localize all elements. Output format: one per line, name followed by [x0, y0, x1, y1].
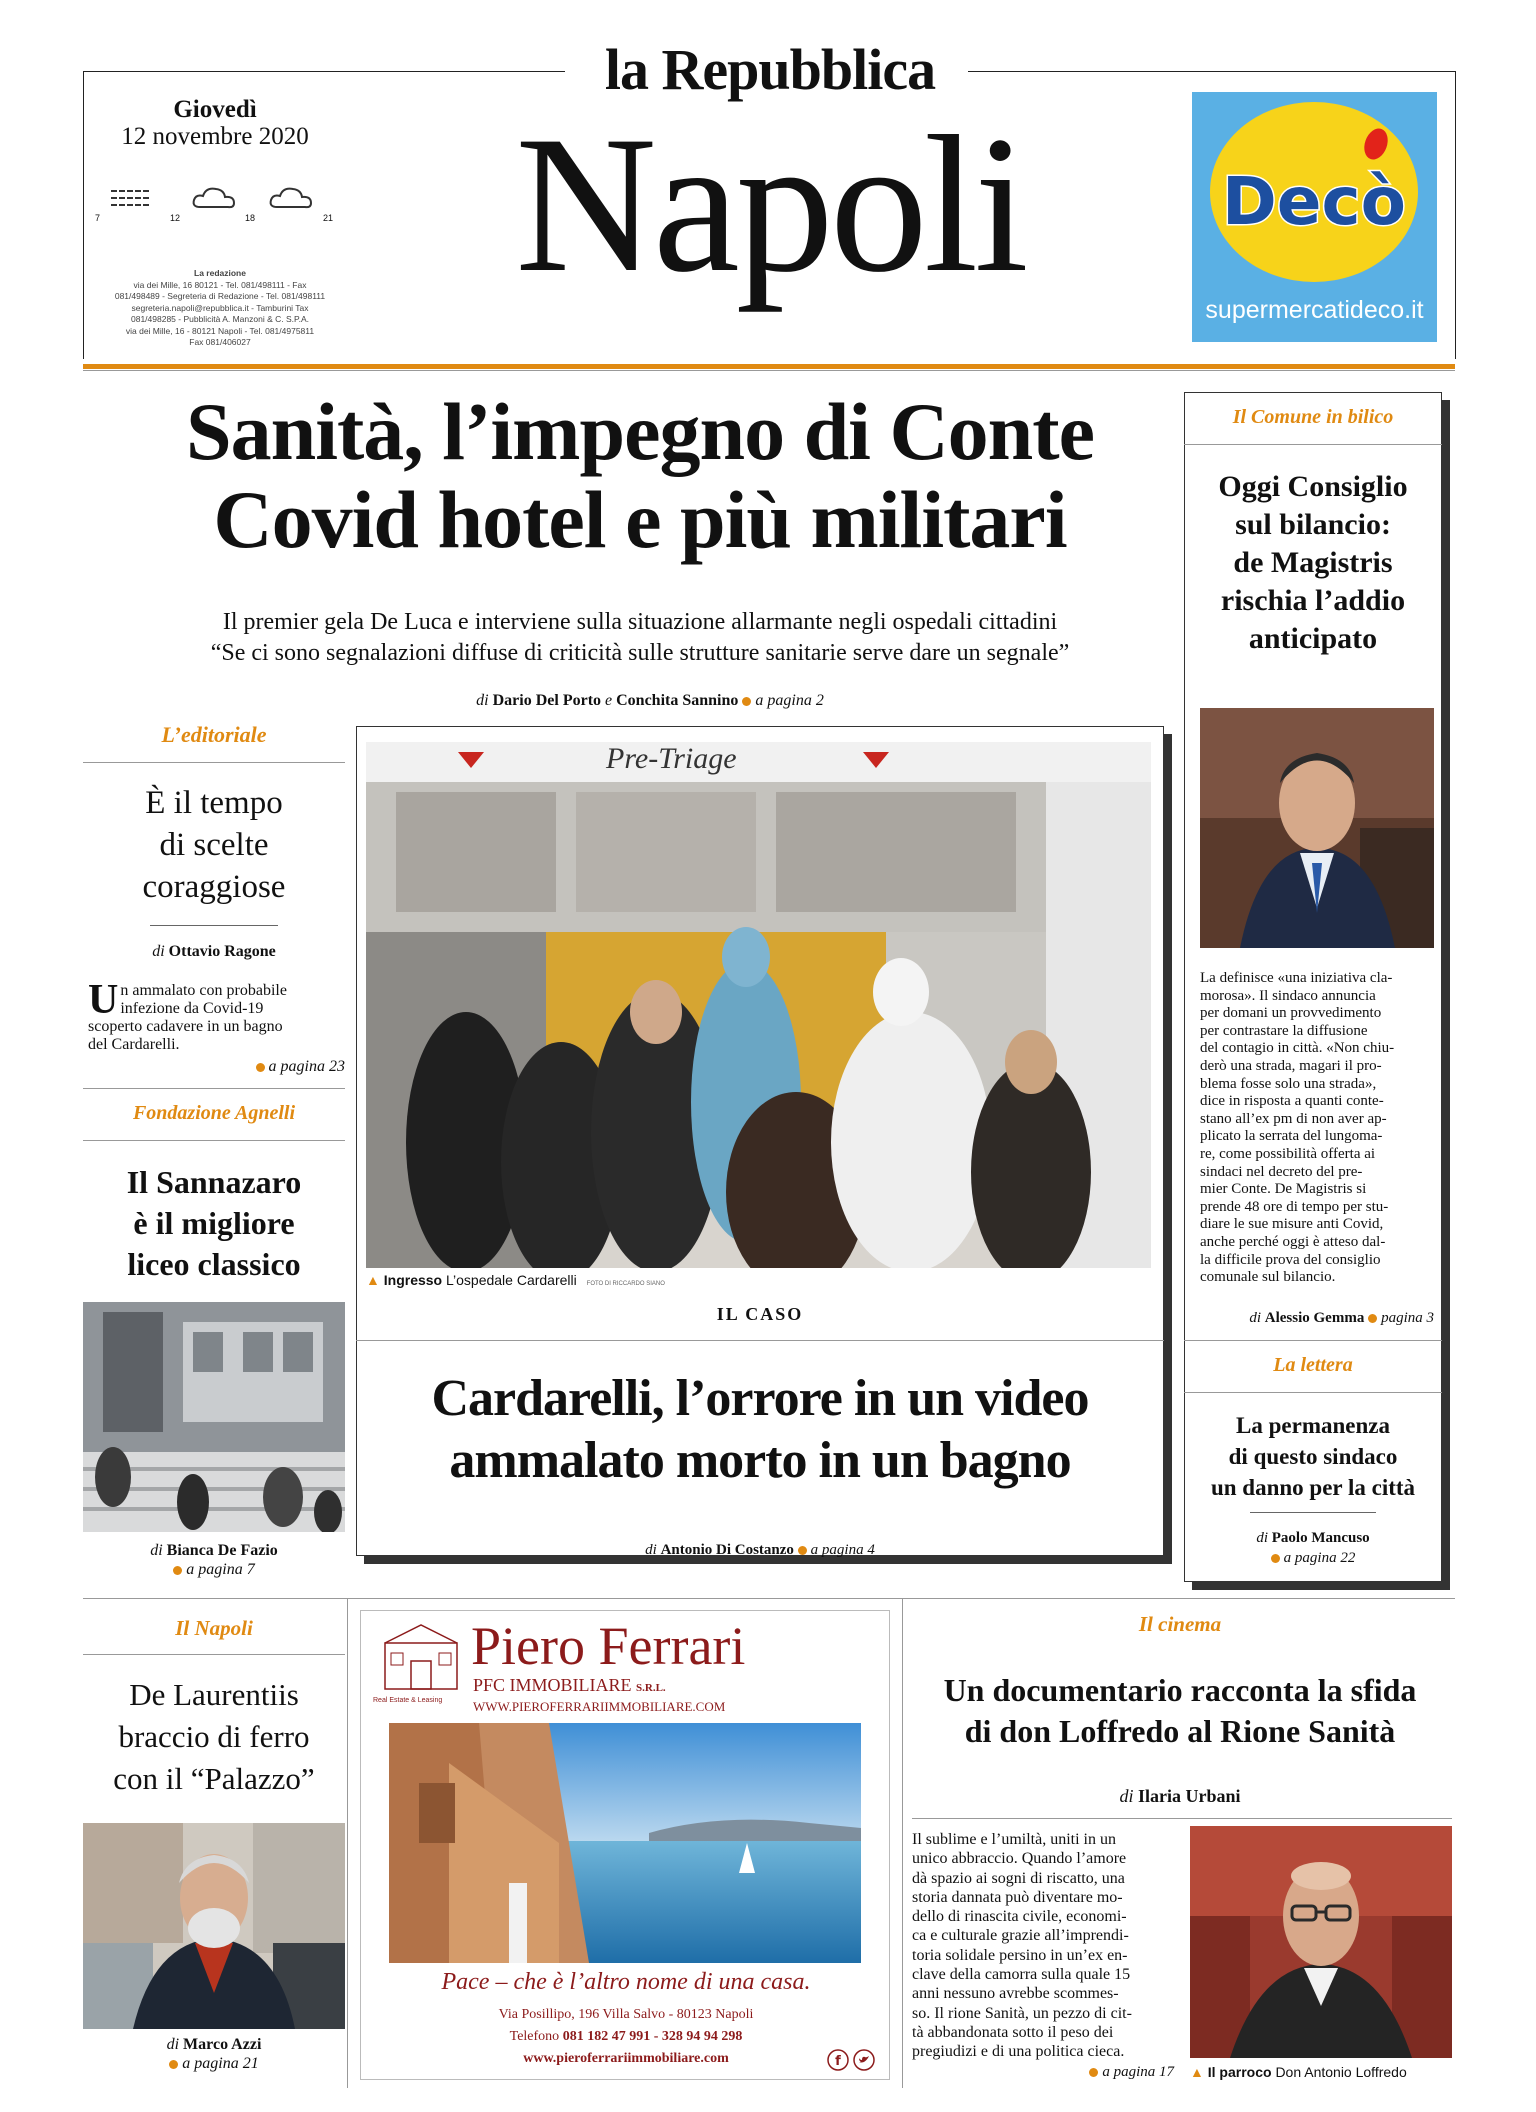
masthead-rule-right	[968, 71, 1455, 72]
editoriale-title-line: È il tempo	[145, 785, 283, 821]
lettera-title-line: di questo sindaco	[1228, 1444, 1398, 1469]
body-line: Il sublime e l’umiltà, uniti in un	[912, 1831, 1116, 1848]
byline-prefix: di	[166, 2036, 180, 2053]
cinema-kicker: Il cinema	[1138, 1612, 1222, 1636]
byline-prefix: di	[152, 943, 165, 960]
triangle-icon: ▲	[366, 1272, 380, 1288]
de-laurentiis-photo	[83, 1823, 345, 2029]
rule	[912, 1818, 1452, 1819]
agnelli-title	[83, 1162, 345, 1285]
weather-temp: 21	[323, 213, 334, 223]
editoriale-title-line: coraggiose	[142, 869, 286, 905]
school-photo-illustration	[83, 1302, 345, 1532]
cinema-headline-line: Un documentario racconta la sfida	[943, 1672, 1417, 1708]
lead-headline-line: Sanità, l’impegno di Conte	[186, 386, 1094, 477]
body-line: blema fosse solo una strada»,	[1200, 1075, 1377, 1092]
lettera-kicker: La lettera	[1273, 1354, 1353, 1376]
redazione-line: 081/498285 - Pubblicità A. Manzoni & C. S.P.A.	[131, 314, 309, 324]
ad-website[interactable]: www.pieroferrariimmobiliare.com	[523, 2051, 729, 2066]
orange-dot-icon	[169, 2060, 178, 2069]
body-line: storia dannata può diventare mo-	[912, 1888, 1123, 1906]
loffredo-photo-illustration	[1190, 1826, 1452, 2058]
date-day: Giovedì	[173, 96, 257, 123]
caption-text: Don Antonio Loffredo	[1275, 2064, 1407, 2080]
redazione-line: via dei Mille, 16 - 80121 Napoli - Tel. 081/4975811	[125, 325, 315, 336]
lettera-title-line: La permanenza	[1236, 1413, 1390, 1438]
page-ref-text: a pagina 22	[1283, 1550, 1356, 1566]
ad-phone-label: Telefono	[509, 2029, 560, 2044]
svg-text:Decò: Decò	[1221, 163, 1407, 240]
posillipo-photo-illustration	[389, 1723, 861, 1963]
page-ref-text: a pagina 17	[1102, 2064, 1174, 2080]
cardarelli-photo	[366, 742, 1151, 1268]
rule	[356, 1340, 1164, 1341]
napoli-title-line: De Laurentiis	[129, 1677, 299, 1712]
mayor-photo	[1200, 708, 1434, 948]
redazione-line: via dei Mille, 16 80121 - Tel. 081/498111 - Fax	[133, 279, 307, 290]
brief-line: n ammalato con probabile	[120, 982, 287, 999]
caso-author[interactable]: Antonio Di Costanzo	[660, 1542, 794, 1558]
school-photo	[83, 1302, 345, 1532]
lead-page-ref[interactable]: a pagina 2	[755, 692, 824, 709]
body-line: toria solidale persino in un’ex en-	[912, 1946, 1128, 1964]
lead-author-2[interactable]: Conchita Sannino	[616, 692, 739, 709]
byline-prefix: di	[150, 1542, 163, 1559]
redazione-line: Fax 081/406027	[189, 337, 251, 347]
rule	[83, 1654, 345, 1655]
napoli-title	[83, 1674, 345, 1800]
twitter-icon[interactable]	[853, 2049, 875, 2071]
orange-dot-icon	[742, 697, 751, 706]
lead-author-1[interactable]: Dario Del Porto	[492, 692, 602, 709]
body-line: pregiudizi e di una politica cieca.	[912, 2043, 1125, 2061]
mayor-photo-illustration	[1200, 708, 1434, 948]
edition-title: Napoli	[515, 96, 1025, 313]
agnelli-title-line: è il migliore	[133, 1205, 295, 1241]
section-rule	[83, 1598, 1455, 1599]
svg-text:f: f	[835, 2054, 841, 2069]
editoriale-page-ref[interactable]	[180, 1058, 345, 1076]
lettera-author[interactable]: Paolo Mancuso	[1271, 1530, 1370, 1546]
masthead-orange-rule	[83, 364, 1455, 369]
ad-piero-ferrari[interactable]	[360, 1610, 890, 2080]
caso-byline	[356, 1542, 1164, 1559]
body-line: plicato la serrata del lungoma-	[1200, 1128, 1383, 1145]
cinema-headline	[905, 1670, 1455, 1752]
weather-temp: 18	[245, 213, 256, 223]
lettera-byline	[1184, 1530, 1442, 1547]
lettera-title-line: un danno per la città	[1210, 1475, 1416, 1500]
triangle-icon: ▲	[1190, 2064, 1204, 2080]
rule	[83, 1088, 345, 1089]
napoli-page-ref[interactable]	[83, 2055, 345, 2073]
villa-logo-icon	[381, 1623, 461, 1693]
comune-byline	[1200, 1310, 1434, 1327]
comune-title-line: de Magistris	[1233, 546, 1393, 579]
editoriale-kicker: L’editoriale	[161, 722, 267, 747]
napoli-title-line: braccio di ferro	[118, 1719, 310, 1754]
down-arrow-icon	[456, 748, 486, 772]
cardarelli-photo-illustration	[366, 742, 1151, 1268]
body-line: mier Conte. De Magistris si	[1200, 1181, 1367, 1198]
body-line: anche perché oggi è atteso dal-	[1200, 1233, 1386, 1250]
caption-bold: Il parroco	[1207, 2064, 1272, 2080]
comune-kicker: Il Comune in bilico	[1232, 406, 1394, 428]
fog-icon	[109, 185, 153, 211]
lead-sub-line: Il premier gela De Luca e interviene sulla situazione allarmante negli ospedali cittadini	[222, 609, 1058, 635]
body-line: La definisce «una iniziativa cla-	[1200, 970, 1393, 986]
cardarelli-caption	[366, 1272, 966, 1288]
comune-title-line: anticipato	[1248, 622, 1378, 655]
body-line: clave della camorra sulla quale 15	[912, 1966, 1131, 1984]
body-line: re, come possibilità offerta ai	[1200, 1145, 1376, 1162]
caso-kicker: IL CASO	[716, 1304, 804, 1324]
napoli-title-line: con il “Palazzo”	[113, 1761, 315, 1796]
caption-bold: Ingresso	[383, 1272, 443, 1288]
editoriale-title-line: di scelte	[159, 827, 269, 863]
cloud-icon	[190, 183, 240, 213]
agnelli-byline	[83, 1542, 345, 1560]
de-laurentiis-photo-illustration	[83, 1823, 345, 2029]
redazione-line: segreteria.napoli@repubblica.it - Tamburini Tax	[131, 302, 309, 313]
down-arrow-icon	[861, 748, 891, 772]
agnelli-title-line: Il Sannazaro	[126, 1164, 302, 1200]
agnelli-page-ref[interactable]	[83, 1561, 345, 1579]
byline-prefix: di	[476, 692, 489, 709]
brief-line: scoperto cadavere in un bagno	[88, 1018, 283, 1035]
facebook-icon[interactable]	[827, 2049, 849, 2071]
rule	[1184, 1392, 1442, 1393]
masthead-frame-left	[83, 71, 84, 359]
masthead-grey-rule	[83, 370, 1455, 371]
ad-brand: Piero Ferrari	[471, 1616, 746, 1676]
rule	[83, 762, 345, 763]
body-line: derò una strada, magari il pro-	[1200, 1057, 1382, 1074]
rule	[83, 1140, 345, 1141]
byline-prefix: di	[645, 1542, 657, 1558]
ad-address: Via Posillipo, 196 Villa Salvo - 80123 Napoli	[498, 2007, 754, 2022]
lead-headline	[90, 388, 1190, 564]
lettera-page-ref[interactable]	[1184, 1550, 1442, 1567]
lead-byline	[300, 692, 1000, 710]
body-line: la difficile prova del consiglio	[1200, 1251, 1381, 1268]
caption-text: L’ospedale Cardarelli	[446, 1272, 577, 1288]
page-ref-text: a pagina 7	[186, 1561, 255, 1578]
page-ref-text: a pagina 23	[268, 1058, 345, 1075]
byline-prefix: di	[1249, 1310, 1261, 1326]
page-ref-text: a pagina 21	[182, 2055, 259, 2072]
body-line: dà spazio ai sogni di riscatto, una	[912, 1869, 1125, 1887]
brief-line: del Cardarelli.	[88, 1036, 180, 1053]
photo-credit: FOTO DI RICCARDO SIANO	[586, 1281, 665, 1287]
body-line: per contrastare la diffusione	[1200, 1022, 1368, 1039]
caso-page-ref[interactable]: a pagina 4	[810, 1542, 875, 1558]
redazione-title: La redazione	[194, 268, 246, 278]
editoriale-title	[83, 782, 345, 908]
body-line: diare le sue misure anti Covid,	[1200, 1216, 1384, 1233]
ad-slogan: Pace – che è l’altro nome di una casa.	[441, 1969, 811, 1995]
comune-title-line: Oggi Consiglio	[1218, 470, 1408, 503]
lead-headline-line: Covid hotel e più militari	[213, 474, 1067, 565]
comune-title-line: rischia l’addio	[1220, 584, 1406, 617]
body-line: comunale sul bilancio.	[1200, 1269, 1336, 1286]
brief-line: infezione da Covid-19	[120, 1000, 264, 1017]
lead-sub-line: “Se ci sono segnalazioni diffuse di criticità sulle strutture sanitarie serve dare un segnale”	[210, 640, 1070, 666]
body-line: ca e culturale grazie all’imprendi-	[912, 1927, 1129, 1945]
orange-dot-icon	[798, 1546, 807, 1555]
masthead-frame-right	[1455, 71, 1456, 359]
orange-dot-icon	[1368, 1314, 1377, 1323]
editoriale-brief	[88, 977, 343, 1054]
agnelli-author[interactable]: Bianca De Fazio	[166, 1542, 278, 1559]
caso-headline-line: ammalato morto in un bagno	[449, 1432, 1071, 1489]
cloud-icon	[267, 183, 317, 213]
body-line: prende 48 ore di tempo per stu-	[1200, 1198, 1389, 1215]
bottom-divider-left	[347, 1598, 348, 2088]
ad-phone-numbers[interactable]: 081 182 47 991 - 328 94 94 298	[562, 2029, 743, 2044]
napoli-author[interactable]: Marco Azzi	[183, 2036, 262, 2053]
body-line: per domani un provvedimento	[1200, 1005, 1382, 1022]
editoriale-byline	[83, 943, 345, 961]
agnelli-title-line: liceo classico	[127, 1246, 301, 1282]
body-line: tà abbandonata sotto il peso dei	[912, 2023, 1114, 2041]
loffredo-caption	[1190, 2064, 1455, 2080]
cinema-headline-line: di don Loffredo al Rione Sanità	[964, 1713, 1396, 1749]
short-rule	[150, 925, 278, 926]
weather-strip	[95, 183, 335, 227]
weather-temp: 7	[95, 213, 101, 223]
napoli-byline	[83, 2036, 345, 2054]
cinema-page-ref[interactable]	[1010, 2064, 1174, 2081]
ad-company	[473, 1675, 666, 1696]
redazione-line: 081/498489 - Segreteria di Redazione - Tel. 081/498111	[114, 291, 326, 301]
body-line: so. Il rione Sanità, un pezzo di cit-	[912, 2004, 1132, 2022]
byline-prefix: di	[1119, 1786, 1134, 1806]
editoriale-author[interactable]: Ottavio Ragone	[168, 943, 276, 960]
deco-logo-icon	[1192, 92, 1437, 292]
comune-body	[1200, 970, 1434, 1287]
pre-triage-sign: Pre-Triage	[606, 742, 737, 775]
body-line: dice in risposta a quanti conte-	[1200, 1093, 1384, 1110]
body-line: stano all’ex pm di non aver ap-	[1200, 1110, 1387, 1127]
comune-title-line: sul bilancio:	[1235, 508, 1391, 541]
orange-dot-icon	[256, 1063, 265, 1072]
rule	[1184, 444, 1442, 445]
ad-deco[interactable]	[1192, 92, 1437, 342]
caso-headline-line: Cardarelli, l’orrore in un video	[431, 1370, 1089, 1427]
masthead-brand: la Repubblica	[604, 37, 936, 102]
ad-website-caps[interactable]: WWW.PIEROFERRARIIMMOBILIARE.COM	[473, 1699, 726, 1714]
napoli-kicker: Il Napoli	[175, 1616, 253, 1640]
posillipo-photo	[389, 1723, 861, 1963]
orange-dot-icon	[173, 1566, 182, 1575]
comune-author[interactable]: Alessio Gemma	[1264, 1310, 1365, 1326]
lead-subheadline	[90, 607, 1190, 669]
body-line: sindaci nel decreto del pre-	[1200, 1163, 1363, 1180]
dropcap: U	[88, 977, 119, 1023]
body-line: dello di rinascita civile, economi-	[912, 1908, 1127, 1926]
byline-prefix: di	[1256, 1530, 1268, 1546]
body-line: anni nessuno avrebbe scommes-	[912, 1985, 1119, 2003]
agnelli-kicker: Fondazione Agnelli	[132, 1102, 296, 1124]
orange-dot-icon	[1271, 1554, 1280, 1563]
cinema-body	[912, 1830, 1174, 2062]
cinema-author[interactable]: Ilaria Urbani	[1138, 1786, 1241, 1806]
loffredo-photo	[1190, 1826, 1452, 2058]
caso-headline	[356, 1368, 1164, 1492]
orange-dot-icon	[1089, 2068, 1098, 2077]
comune-page-ref[interactable]: pagina 3	[1381, 1310, 1434, 1326]
cinema-byline	[905, 1786, 1455, 1807]
deco-url[interactable]: supermercatideco.it	[1205, 296, 1424, 324]
bottom-divider-right	[902, 1598, 903, 2088]
rule	[1184, 1340, 1442, 1341]
body-line: morosa». Il sindaco annuncia	[1200, 987, 1376, 1004]
redazione-block	[90, 268, 350, 349]
body-line: unico abbraccio. Quando l’amore	[912, 1850, 1127, 1868]
ad-company-suffix: S.R.L.	[636, 1682, 666, 1694]
comune-title	[1184, 468, 1442, 658]
body-line: del contagio in città. «Non chiu-	[1200, 1040, 1395, 1057]
date-full: 12 novembre 2020	[121, 123, 309, 150]
weather-temp: 12	[170, 213, 181, 223]
short-rule	[1250, 1512, 1376, 1513]
lettera-title	[1184, 1410, 1442, 1503]
ad-phones	[361, 2029, 891, 2045]
ad-company-name: PFC IMMOBILIARE	[473, 1675, 632, 1695]
ad-tag-small: Real Estate & Leasing	[373, 1697, 443, 1704]
masthead-rule-left	[83, 71, 565, 72]
byline-and: e	[605, 692, 613, 709]
